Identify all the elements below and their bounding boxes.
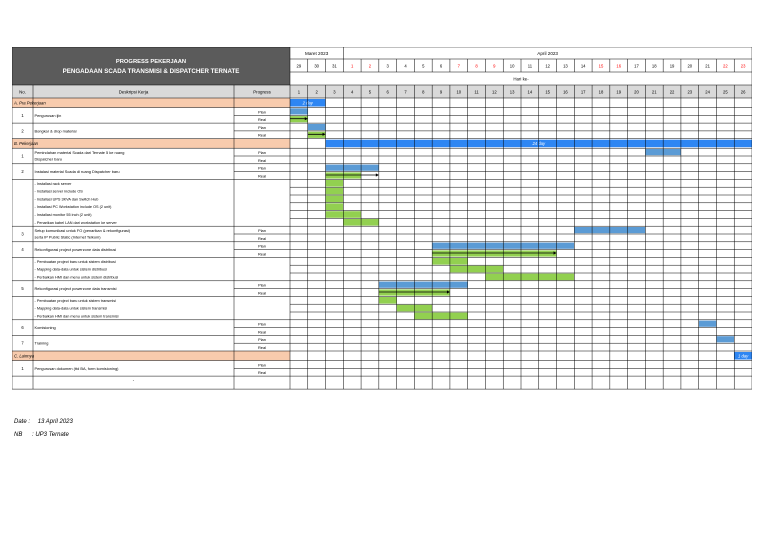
subtask-bar [326,196,344,203]
col-progress-header: Progress [253,89,271,95]
task-desc: Pemindahan material Scada dari Ternate 5 ke ruang [34,150,125,155]
footer-date [14,419,73,425]
date-cell: 2 [368,63,372,69]
task-desc: Rekonfigurasi project powerzone data distribusi [34,247,117,253]
subtask-desc: - Mapping data-data untuk sistem transmisi [34,306,108,311]
date-cell: 15 [598,63,604,69]
subtask-desc: - Perbaikan HMI dan menu untuk sistem transmisi [34,314,119,319]
date-cell: 14 [580,63,586,69]
plan-label: Plan [258,150,266,155]
nb-label: NB [14,432,23,438]
subtask-desc: - Installasi monitor 55 inch (2 unit) [34,213,92,217]
date-cell: 19 [669,63,675,69]
plan-label: Plan [258,362,266,368]
title-block [12,47,290,85]
real-label: Real [257,157,267,163]
plan-bar [699,321,717,327]
subtask-bar [379,297,397,304]
date-cell: 4 [404,63,407,69]
date-cell: 31 [332,63,337,69]
day-number: 13 [509,89,515,95]
progress-sheet [12,47,752,409]
task-number: 2 [21,169,24,175]
date-cell: 29 [296,63,302,69]
date-cell: 8 [475,63,478,69]
duration-label: 2 day [302,100,313,106]
day-number: 1 [297,89,301,95]
footer-nb [14,432,69,438]
task-desc: Instalasi material Scada di ruang Dispatcher baru [34,169,120,175]
col-desc-header: Deskripsi Kerja [118,89,149,95]
day-number: 6 [386,89,389,95]
title-line-2: PENGADAAN SCADA TRANSMISI & DISPATCHER TERNATE [62,68,240,75]
day-number: 11 [474,89,479,95]
plan-label: Plan [258,243,266,249]
title-line-1: PROGRESS PEKERJAAN [115,59,187,65]
plan-label: Plan [258,321,266,327]
day-number: 19 [616,89,622,95]
section-row-bg [12,351,290,361]
nb-value: : UP3 Ternate [32,432,69,438]
task-desc: Setup komunikasi untuk FO (penarikan & rekonfigurasi) [34,228,131,233]
date-cell: 5 [422,63,425,69]
plan-label: Plan [258,165,266,171]
subtask-desc: - Pembuatan project baru untuk sistem transmisi [34,298,116,303]
date-cell: 6 [439,63,443,69]
date-cell: 23 [740,63,746,69]
day-number: 22 [669,89,675,95]
month-april: April 2023 [537,51,558,56]
day-number: 14 [527,89,533,95]
plan-bar [308,124,326,130]
date-cell: 7 [457,63,460,69]
date-cell: 21 [705,63,710,69]
real-bar [432,250,556,256]
date-cell: 10 [509,63,515,69]
subtask-desc: - Perbaikan HMI dan menu untuk sistem distribusi [34,275,119,280]
plan-bar [716,336,734,342]
real-label: Real [257,370,267,376]
duration-label: 1 day [737,353,749,359]
day-number: 23 [687,89,693,95]
task-number: 1 [21,365,24,371]
task-number: 6 [21,325,24,331]
task-number: 1 [21,153,24,159]
date-cell: 1 [351,63,354,69]
date-cell: 9 [493,63,496,69]
real-label: Real [257,251,267,257]
section-label: B. Pekerjaan [14,141,38,146]
day-number: 15 [545,89,550,95]
section-label: A. Pra Pekerjaan [14,100,46,106]
task-desc: Bongkar & drop material [34,128,77,134]
day-number: 5 [368,89,372,95]
day-number: 16 [563,89,568,95]
day-number: 12 [492,89,497,95]
day-number: 26 [740,89,746,95]
subtask-desc: - Installasi PC Workstation include OS (2 unit) [34,205,112,210]
day-number: 4 [351,89,354,95]
plan-label: Plan [258,228,266,233]
date-cell: 17 [634,63,639,69]
day-number: 2 [315,89,318,95]
subtask-bar [485,274,574,281]
date-value: 13 April 2023 [37,419,73,425]
subtask-bar [326,180,344,187]
plan-label: Plan [258,282,266,288]
plan-label: Plan [258,109,266,115]
duration-label: 24 day [532,141,546,146]
subtask-desc: - Installasi UPS 3KVA dan Switch Hub [34,197,99,202]
task-number: 1 [21,112,24,118]
day-number: 21 [651,89,657,95]
task-desc: Pengurusan dokumen (ttd BA, form komisioning) [34,365,119,371]
task-desc: Komisioning [34,325,56,331]
subtask-bar [326,203,344,210]
subtask-desc: - Pembuatan project baru untuk sistem distribusi [34,259,116,264]
subtask-desc: - Installasi server include OS [34,189,83,194]
task-number: 3 [21,231,24,237]
month-march: Maret 2023 [305,51,329,56]
date-cell: 20 [687,63,693,69]
section-row-bg [12,98,290,108]
plan-bar [379,282,468,288]
plan-bar [290,108,308,114]
day-number: 10 [456,89,462,95]
date-cell: 3 [386,63,389,69]
subtask-desc: - Penarikan kabel LAN dari workstation ke server [34,220,117,225]
section-row-bg [12,139,290,149]
progress-arrowhead [376,173,379,176]
real-label: Real [257,290,267,296]
task-desc: Rekonfigurasi project powerzone data transmisi [34,286,117,292]
blank-row-text: - [132,378,135,384]
real-label: Real [257,329,267,335]
hari-ke-label: Hari ke- [513,76,529,82]
task-number: 5 [21,286,24,292]
task-desc: Dispatcher baru [34,156,62,162]
subtask-bar [450,266,503,273]
col-no-header: No. [19,89,26,95]
date-cell: 18 [651,63,657,69]
day-number: 17 [580,89,586,95]
day-number: 9 [439,89,443,95]
gantt-table [12,47,752,409]
task-desc: Training [34,340,49,346]
task-number: 7 [21,340,24,346]
date-cell: 13 [563,63,568,69]
task-number: 4 [21,247,24,253]
date-label: Date : [14,419,31,425]
section-label: C. Lainnya [14,353,35,359]
date-cell: 22 [723,63,728,69]
real-label: Real [257,235,267,241]
day-number: 18 [598,89,604,95]
day-number: 20 [634,89,639,95]
plan-label: Plan [258,124,266,130]
date-cell: 30 [314,63,319,69]
day-number: 7 [404,89,407,95]
task-number: 2 [21,128,24,134]
subtask-bar [414,313,467,320]
real-label: Real [257,117,267,123]
subtask-bar [326,188,344,195]
plan-label: Plan [258,337,266,343]
date-cell: 16 [616,63,622,69]
plan-bar [326,165,379,171]
subtask-desc: - Mapping data-data untuk sistem distribusi [34,267,107,272]
date-cell: 11 [527,63,533,69]
date-cell: 12 [545,63,550,69]
day-number: 8 [422,89,425,95]
real-label: Real [257,345,267,350]
day-number: 24 [705,89,710,95]
real-label: Real [257,173,267,179]
real-label: Real [257,132,267,138]
task-desc: Pengurusan ijin [34,112,62,118]
task-desc: serta IP Public Static (Internet Telkom) [34,234,101,240]
day-number: 3 [333,89,336,95]
day-number: 25 [723,89,728,95]
subtask-desc: - Installasi rack server [34,181,72,186]
